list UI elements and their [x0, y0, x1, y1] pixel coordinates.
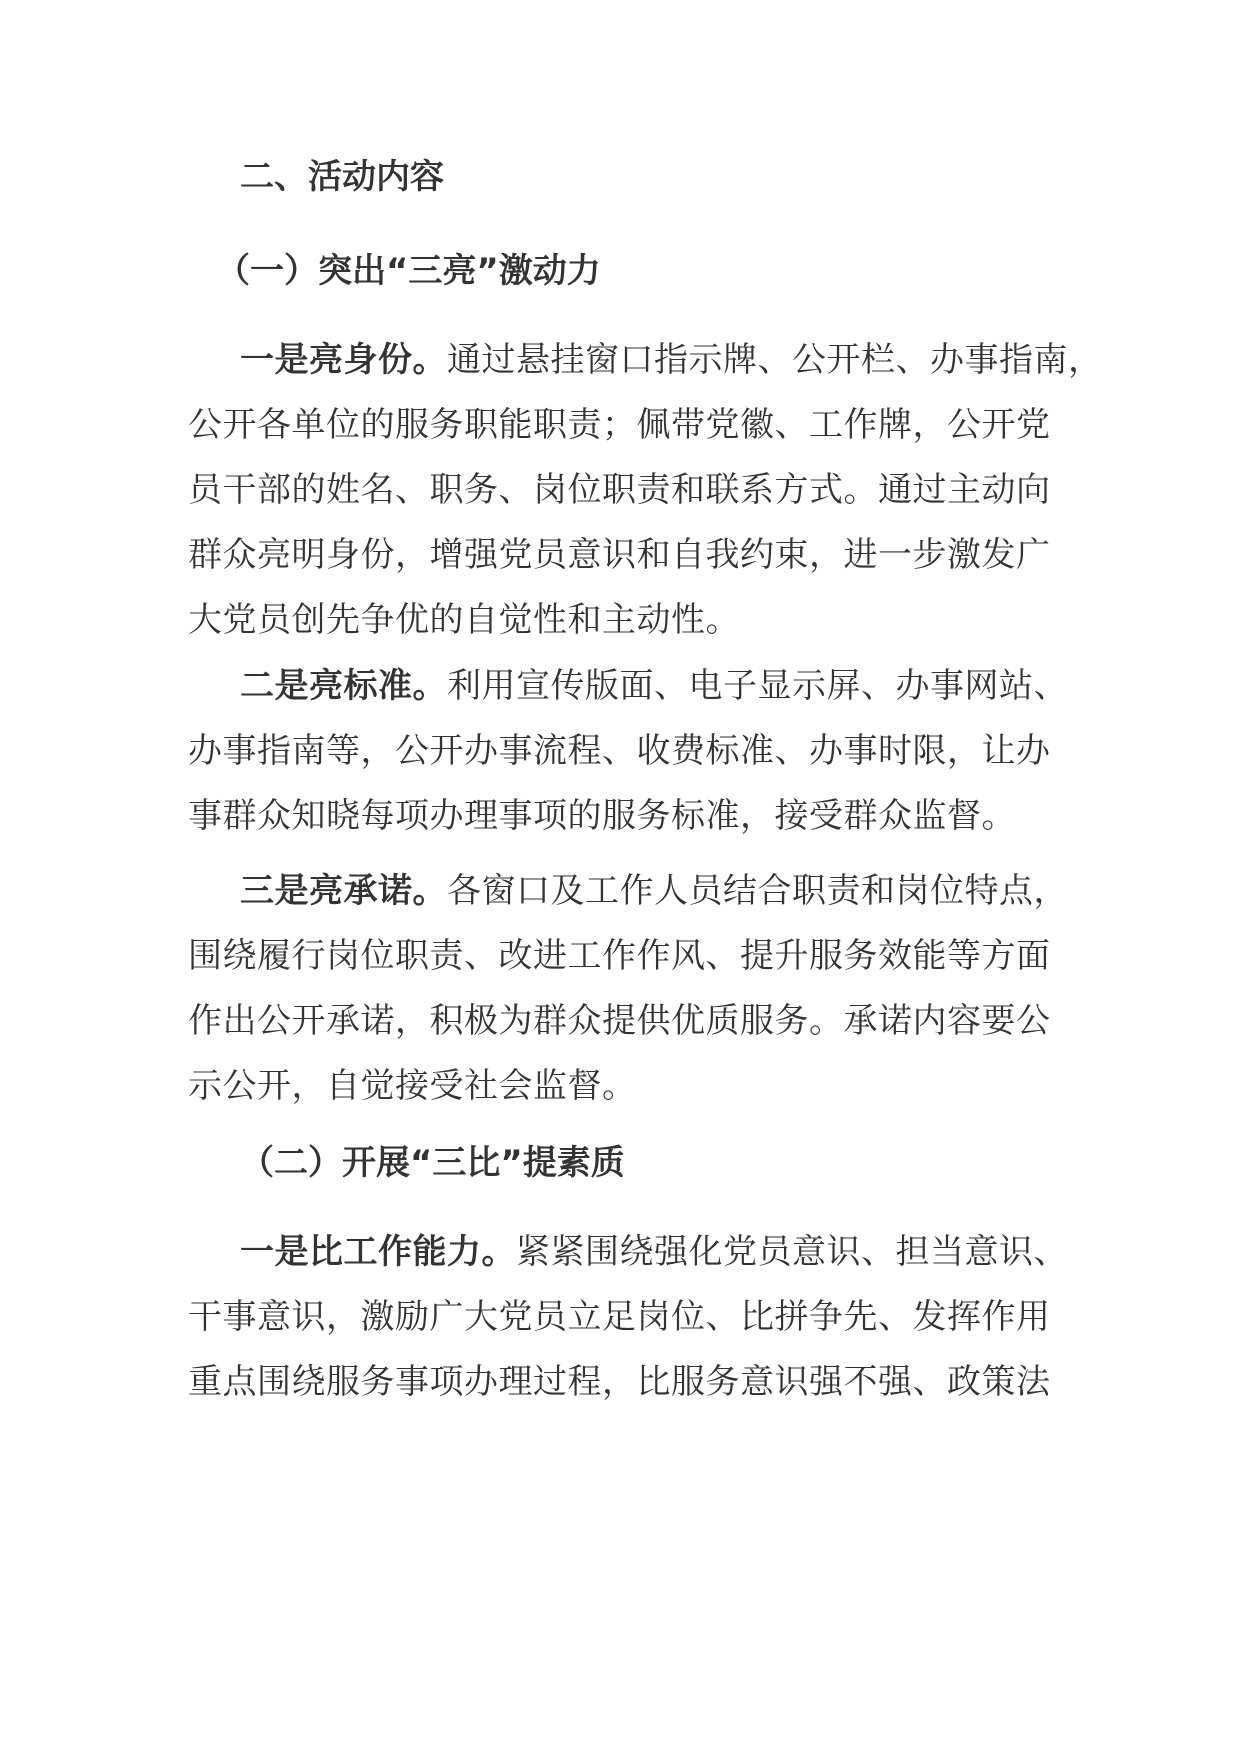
paragraph-line: 事群众知晓每项办理事项的服务标准，接受群众监督。	[188, 796, 1016, 836]
paragraph-line: 围绕履行岗位职责、改进工作作风、提升服务效能等方面	[188, 936, 1051, 976]
subsection-heading-2: （二）开展“三比”提素质	[240, 1143, 625, 1183]
paragraph-lead: 二是亮标准。	[240, 666, 447, 706]
paragraph-text: 通过悬挂窗口指示牌、公开栏、办事指南，	[447, 340, 1103, 380]
paragraph-line: 重点围绕服务事项办理过程，比服务意识强不强、政策法	[188, 1362, 1051, 1402]
subsection-heading-1: （一）突出“三亮”激动力	[216, 251, 601, 291]
paragraph-line: 办事指南等，公开办事流程、收费标准、办事时限，让办	[188, 731, 1051, 771]
paragraph-identity	[188, 328, 1103, 653]
paragraph-lead: 一是亮身份。	[240, 340, 447, 380]
section-heading: 二、活动内容	[240, 157, 444, 197]
paragraph-first-line	[188, 1220, 1088, 1285]
paragraph-first-line	[188, 654, 1088, 719]
paragraph-line: 公开各单位的服务职能职责；佩带党徽、工作牌，公开党	[188, 405, 1051, 445]
paragraph-work-ability	[188, 1220, 1088, 1415]
paragraph-line: 大党员创先争优的自觉性和主动性。	[188, 600, 740, 640]
paragraph-first-line	[188, 859, 1088, 924]
paragraph-standard	[188, 654, 1088, 849]
paragraph-line: 员干部的姓名、职务、岗位职责和联系方式。通过主动向	[188, 470, 1051, 510]
paragraph-line: 干事意识，激励广大党员立足岗位、比拼争先、发挥作用	[188, 1297, 1051, 1337]
paragraph-text: 利用宣传版面、电子显示屏、办事网站、	[447, 666, 1068, 706]
paragraph-commitment	[188, 859, 1088, 1119]
paragraph-line: 作出公开承诺，积极为群众提供优质服务。承诺内容要公	[188, 1001, 1051, 1041]
paragraph-line: 示公开，自觉接受社会监督。	[188, 1066, 637, 1106]
paragraph-lead: 一是比工作能力。	[240, 1232, 516, 1272]
paragraph-text: 紧紧围绕强化党员意识、担当意识、	[516, 1232, 1068, 1272]
paragraph-line: 群众亮明身份，增强党员意识和自我约束，进一步激发广	[188, 535, 1051, 575]
paragraph-lead: 三是亮承诺。	[240, 871, 447, 911]
paragraph-first-line	[188, 328, 1103, 393]
paragraph-text: 各窗口及工作人员结合职责和岗位特点，	[447, 871, 1068, 911]
